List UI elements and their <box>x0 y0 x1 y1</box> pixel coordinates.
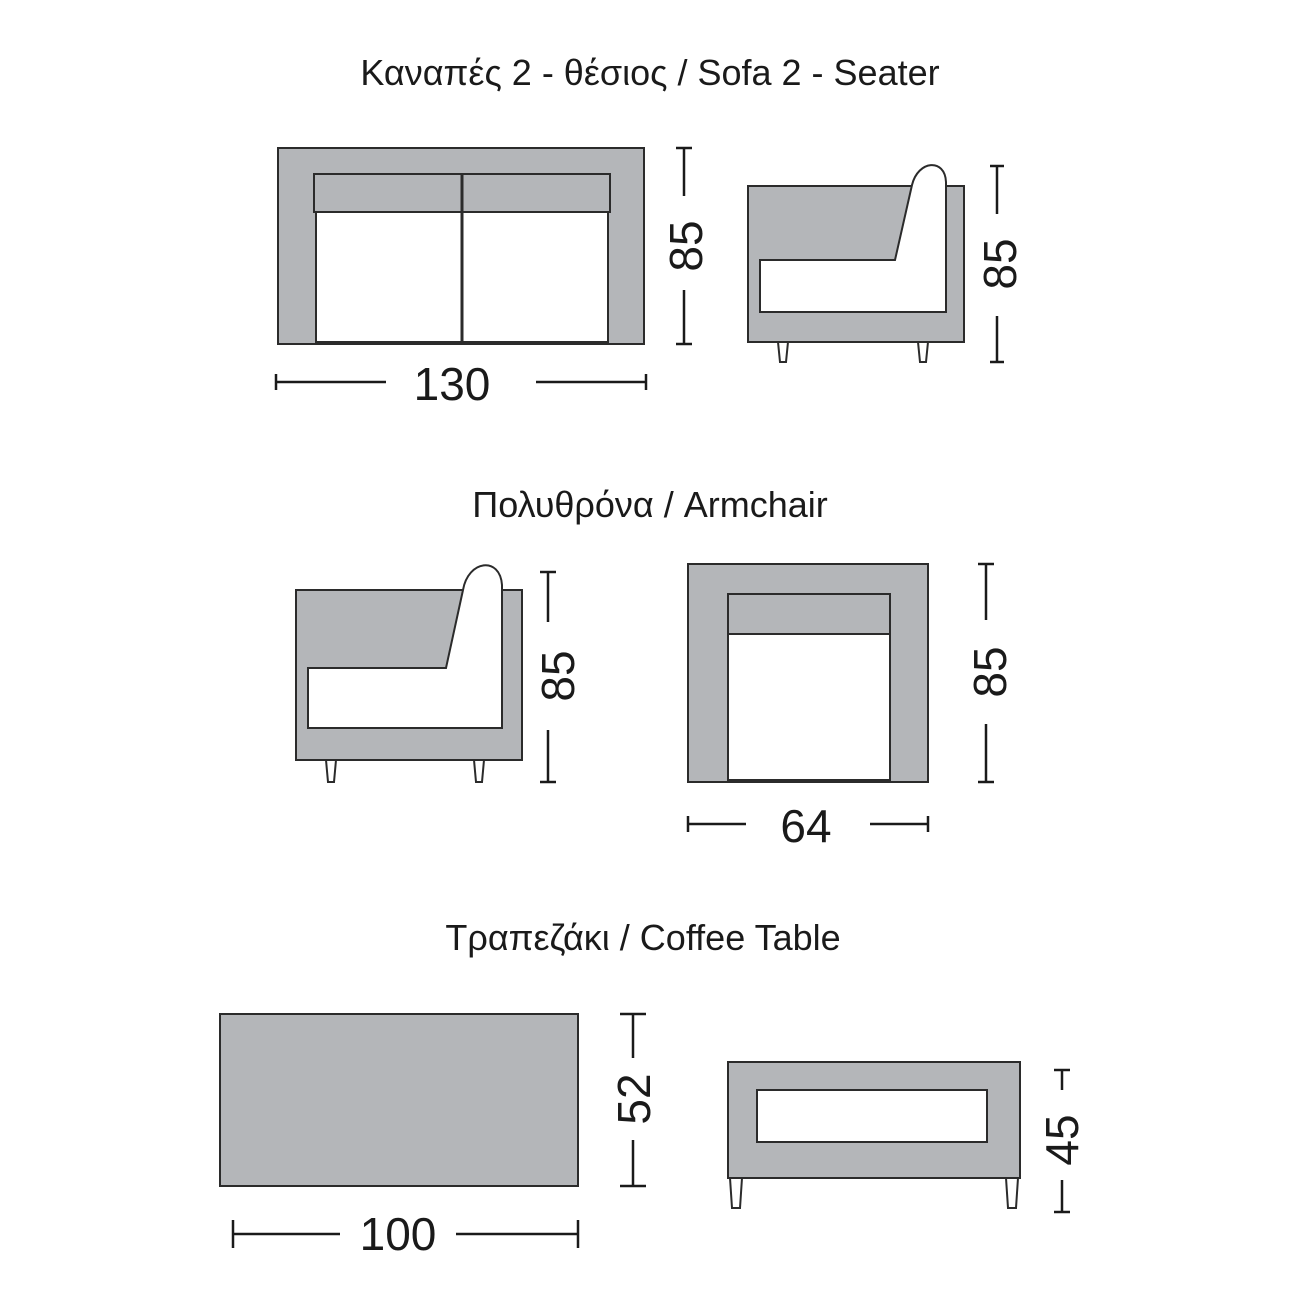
armchair-front-height-label: 85 <box>964 646 1016 698</box>
sofa-front-view <box>278 148 644 344</box>
coffee-table-width-label: 100 <box>359 1208 437 1260</box>
sofa-title: Καναπές 2 - θέσιος / Sofa 2 - Seater <box>360 52 940 93</box>
armchair-side-height-label: 85 <box>532 650 584 702</box>
coffee-table-height-label: 45 <box>1036 1114 1088 1166</box>
coffee-table-side-view <box>728 1062 1020 1208</box>
sofa-side-height-label: 85 <box>974 238 1026 290</box>
sofa-front-height-label: 85 <box>660 220 712 272</box>
coffee-table-top-view <box>220 1014 578 1186</box>
armchair-front-view <box>688 564 928 782</box>
coffee-table-depth-label: 52 <box>608 1073 660 1125</box>
coffee-table-title: Τραπεζάκι / Coffee Table <box>445 917 841 958</box>
armchair-front-width-label: 64 <box>780 800 832 852</box>
armchair-side-view <box>296 565 522 782</box>
armchair-title: Πολυθρόνα / Armchair <box>472 484 828 525</box>
sofa-side-view <box>748 165 964 362</box>
sofa-front-width-label: 130 <box>413 358 491 410</box>
